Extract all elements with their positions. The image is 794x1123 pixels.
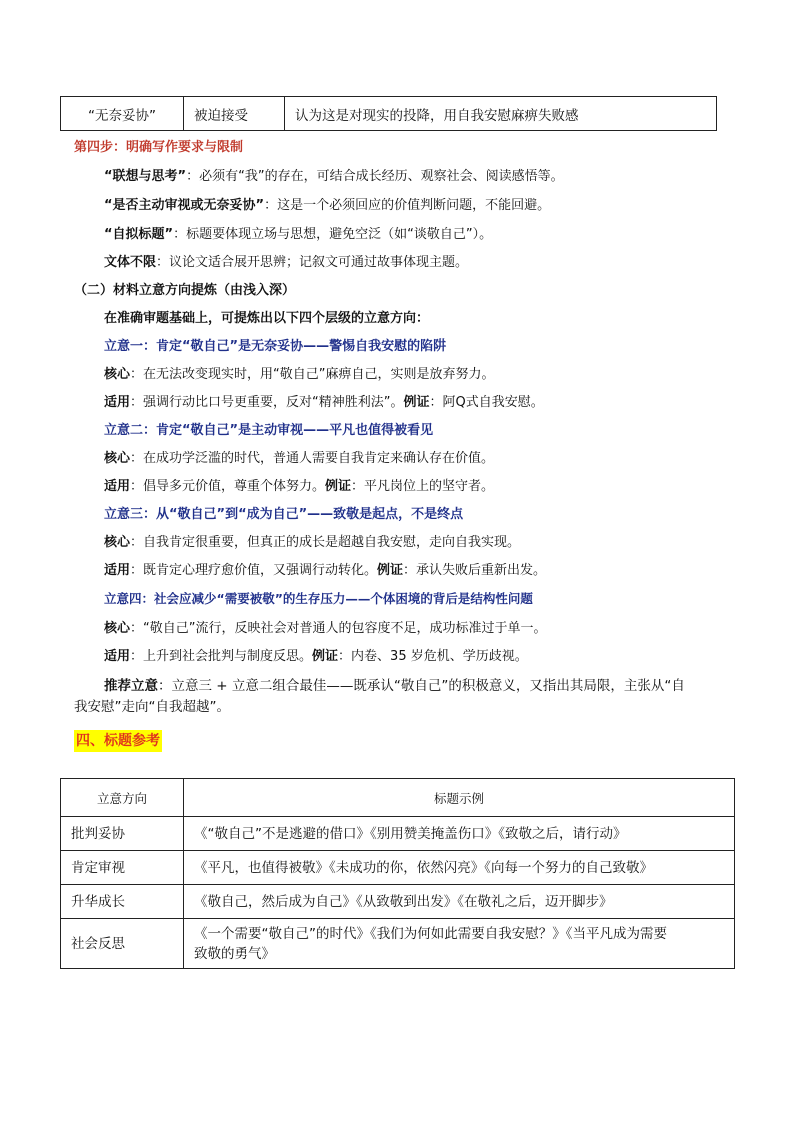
core-label: 核心 [104,621,131,636]
table-row [61,919,735,969]
example-label: 例证 [403,395,430,410]
direction-1-core [104,365,495,385]
apply-text: ：倡导多元价值，尊重个体努力。 [130,479,326,494]
comparison-table-fragment [60,96,717,131]
example-text: ：内卷、35 岁危机、学历歧视。 [338,649,528,664]
example-label: 例证 [377,563,404,578]
item-text: ：标题要体现立场与思想，避免空泛（如“谈敬自己”）。 [173,227,493,242]
example-label: 例证 [312,649,339,664]
direction-2-apply [104,477,494,497]
item-text: ：必须有“我”的存在，可结合成长经历、观察社会、阅读感悟等。 [186,169,564,184]
table-row [61,817,735,851]
titles-cell: 《敬自己，然后成为自己》《从致敬到出发》《在敬礼之后，迈开脚步》 [184,885,735,919]
table-row [61,885,735,919]
direction-4-apply [104,647,528,667]
direction-cell: 升华成长 [61,885,184,919]
step4-item-3 [104,225,492,245]
core-text: ：在无法改变现实时，用“敬自己”麻痹自己，实则是放弃努力。 [130,367,495,382]
table-row [61,851,735,885]
step4-title: 第四步：明确写作要求与限制 [74,140,244,155]
titles-line: 《一个需要“敬自己”的时代》《我们为何如此需要自我安慰？》《当平凡成为需要 [194,925,667,942]
titles-cell: 《“敬自己”不是逃避的借口》《别用赞美掩盖伤口》《致敬之后，请行动》 [184,817,735,851]
direction-cell: 肯定审视 [61,851,184,885]
apply-label: 适用 [104,479,131,494]
recommend-line-1 [104,676,685,696]
recommend-label: 推荐立意 [104,678,158,694]
table-cell: 认为这是对现实的投降，用自我安慰麻痹失败感 [285,97,717,131]
example-text: ：平凡岗位上的坚守者。 [351,479,495,494]
section2-intro: 在准确审题基础上，可提炼出以下四个层级的立意方向： [104,311,430,326]
direction-cell: 批判妥协 [61,817,184,851]
column-header: 立意方向 [61,779,184,817]
item-text: ：这是一个必须回应的价值判断问题，不能回避。 [264,198,551,213]
direction-3-core [104,533,520,553]
core-label: 核心 [104,451,131,466]
table-header-row [61,779,735,817]
item-label: “联想与思考” [104,169,187,184]
core-label: 核心 [104,367,131,382]
example-text: ：承认失败后重新出发。 [403,563,547,578]
table-cell: “无奈妥协” [61,97,184,131]
titles-cell [184,919,735,969]
direction-1-apply [104,393,544,413]
apply-text: ：上升到社会批判与制度反思。 [130,649,313,664]
apply-label: 适用 [104,563,131,578]
section2-title: （二）材料立意方向提炼（由浅入深） [74,283,296,298]
direction-1-title: 立意一：肯定“敬自己”是无奈妥协——警惕自我安慰的陷阱 [104,339,447,354]
core-label: 核心 [104,535,131,550]
item-label: “自拟标题” [104,227,174,242]
direction-cell: 社会反思 [61,919,184,969]
item-label: 文体不限 [104,255,157,270]
recommend-line-2: 我安慰”走向“自我超越”。 [74,699,230,715]
direction-2-title: 立意二：肯定“敬自己”是主动审视——平凡也值得被看见 [104,423,434,438]
table-row [61,97,717,131]
step4-item-4 [104,253,468,273]
direction-4-core [104,619,547,639]
item-text: ：议论文适合展开思辨；记叙文可通过故事体现主题。 [156,255,469,270]
section4-heading: 四、标题参考 [74,730,162,752]
direction-3-apply [104,561,546,581]
core-text: ：在成功学泛滥的时代，普通人需要自我肯定来确认存在价值。 [130,451,495,466]
apply-text: ：强调行动比口号更重要，反对“精神胜利法”。 [130,395,404,410]
apply-label: 适用 [104,649,131,664]
apply-text: ：既肯定心理疗愈价值，又强调行动转化。 [130,563,378,578]
titles-line: 致敬的勇气》 [194,945,275,962]
core-text: ：“敬自己”流行，反映社会对普通人的包容度不足，成功标准过于单一。 [130,621,547,636]
step4-item-1 [104,167,564,187]
titles-cell: 《平凡，也值得被敬》《未成功的你，依然闪亮》《向每一个努力的自己致敬》 [184,851,735,885]
direction-4-title: 立意四：社会应减少“需要被敬”的生存压力——个体困境的背后是结构性问题 [104,591,533,606]
core-text: ：自我肯定很重要，但真正的成长是超越自我安慰，走向自我实现。 [130,535,521,550]
direction-3-title: 立意三：从“敬自己”到“成为自己”——致敬是起点，不是终点 [104,507,464,522]
apply-label: 适用 [104,395,131,410]
table-cell: 被迫接受 [184,97,285,131]
direction-2-core [104,449,494,469]
recommend-text: ：立意三 + 立意二组合最佳——既承认“敬自己”的积极意义，又指出其局限，主张从“自 [158,678,685,694]
example-label: 例证 [325,479,352,494]
item-label: “是否主动审视或无奈妥协” [104,198,265,213]
example-text: ：阿Q式自我安慰。 [429,395,544,410]
title-reference-table [60,778,735,969]
step4-item-2 [104,196,550,216]
column-header: 标题示例 [184,779,735,817]
